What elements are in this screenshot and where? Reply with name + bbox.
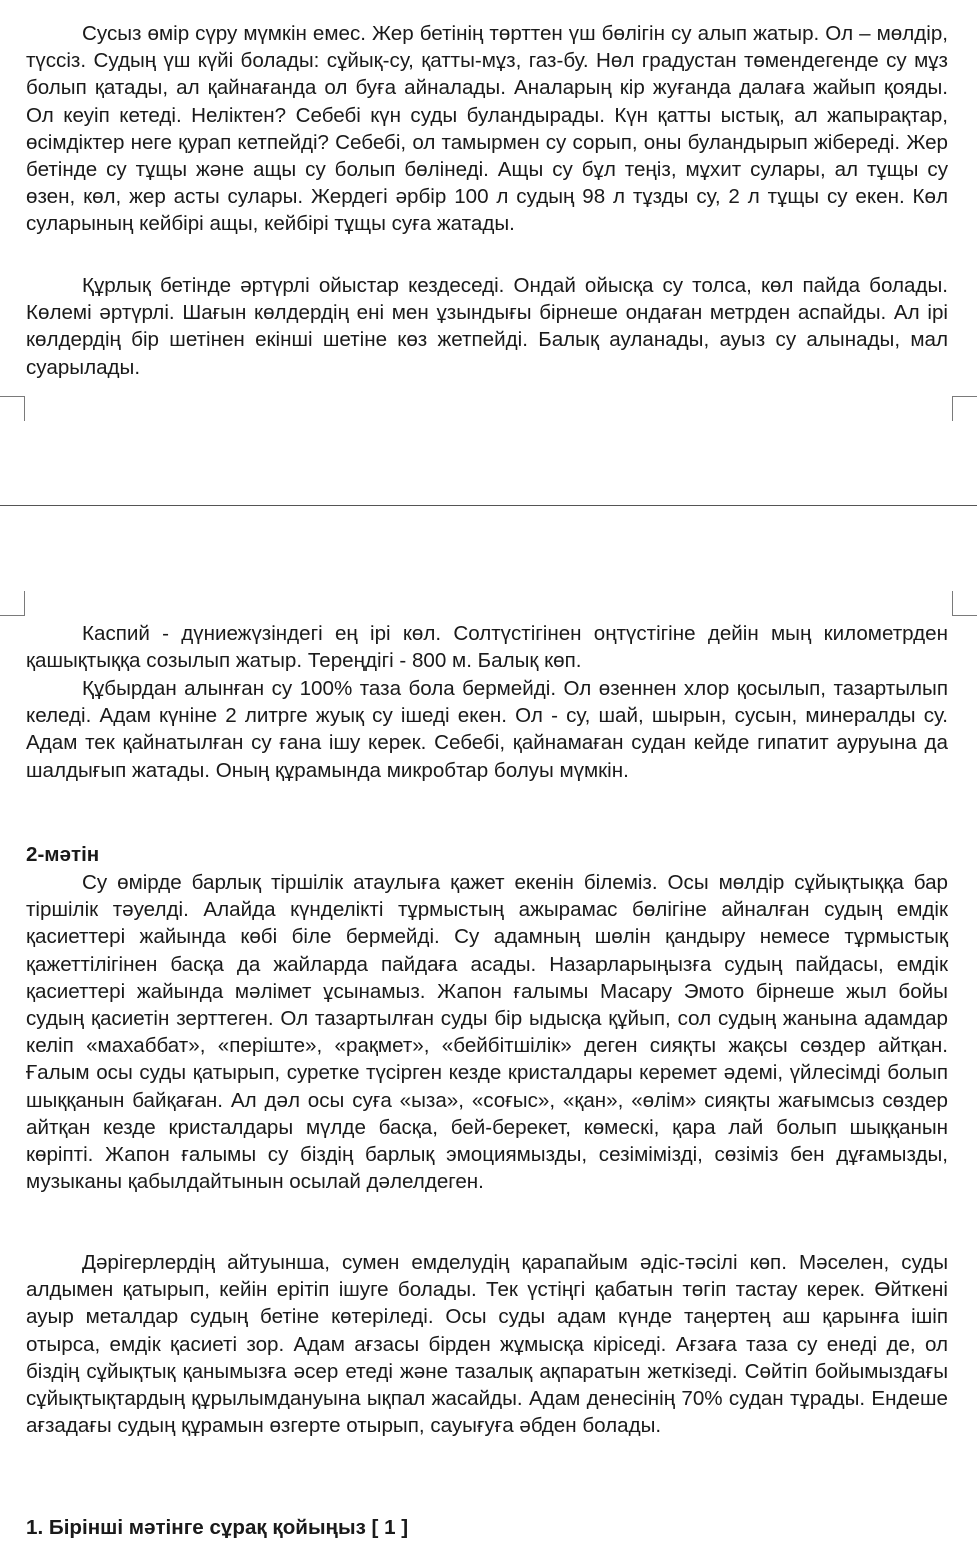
paragraph-emoto: Су өмірде барлық тіршілік атаулыға қажет екенін білеміз. Осы мөлдір сұйықтыққа бар тіршілік тәуелді. Алайда күнделікті тұрмыстың ажырамас бөлігіне айналған судың емдік қасиеттері жайында көбі біле бермейді. Су адамның шөлін қандыру немесе тұрмыстық қажеттілігінен басқа да жайларда пайдаға асады. Назарларыңызға судың пайдасы, емдік қасиеттері жайында мәлімет ұсынамыз. Жапон ғалымы Масару Эмото бірнеше жыл бойы судың қасиетін зерттеген. Ол тазартылған суды бір ыдысқа құйып, сол судың жанына адамдар келіп «махаббат», «періште», «рақмет», «бейбітшілік» деген сияқты жақсы сөздер айтқан. Ғалым осы суды қатырып, суретке түсірген кезде кристалдары керемет әдемі, үйлесімді болып шыққанын байқаған. Ал дәл осы суға «ыза», «соғыс», «қан», «өлім» сияқты жағымсыз сөздер айтқан кезде кристалдары мүлде басқа, бей-берекет, көмескі, қара лай болып шыққанын көріпті. Жапон ғалымы су біздің барлық эмоциямызды, сезімімізді, сөзіміз бен дұғамызды, музыканы қабылдайтынын осылай дәлелдеген. — [26, 871, 948, 1194]
paragraph-tap-water: Құбырдан алынған су 100% таза бола бермейді. Ол өзеннен хлор қосылып, тазартылып келеді. Адам күніне 2 литрге жуық су ішеді екен. Ол - су, шай, шырын, сусын, минералды су. Адам тек қайнатылған су ғана ішу керек. Себебі, қайнамаған судан кейде гипатит ауруына да шалдығып жатады. Оның құрамында микробтар болуы мүмкін. — [26, 677, 948, 782]
page-corner-mark-top-right — [952, 396, 977, 421]
page-corner-mark-bottom-right — [952, 591, 977, 616]
page-break-divider — [0, 505, 977, 506]
paragraph-healing: Дәрігерлердің айтуынша, сумен емделудің қарапайым әдіс-тәсілі көп. Мәселен, суды алдымен қатырып, кейін ерітіп ішуге болады. Тек үстіңгі қабатын төгіп тастау керек. Өйткені ауыр металдар судың бетіне көтеріледі. Осы суды адам күнде таңертең аш қарынға ішіп отырса, емдік қасиеті зор. Адам ағзасы бірден жұмысқа кіріседі. Ағзаға таза су енеді де, ол біздің сұйықтық қанымызға әсер етеді және тазалық ақпаратын жеткізеді. Сөйтіп бойымыздағы сұйықтықтардың құрылымдануына ықпал жасайды. Адам денесінің 70% судан тұрады. Ендеше ағзадағы судың құрамын өзгерте отырып, сауығуға әбден болады. — [26, 1251, 948, 1438]
page-corner-mark-bottom-left — [0, 591, 25, 616]
section-heading-text-2: 2-мәтін — [26, 843, 100, 866]
page-corner-mark-top-left — [0, 396, 25, 421]
paragraph-caspian: Каспий - дүниежүзіндегі ең ірі көл. Солтүстігінен оңтүстігіне дейін мың километрден қашықтыққа созылып жатыр. Тереңдігі - 800 м. Балық көп. — [26, 622, 948, 673]
cut-off-question-line: 1. Бірінші мәтінге сұрақ қойыңыз [ 1 ] — [26, 1516, 409, 1539]
paragraph-water-states: Сусыз өмір сүру мүмкін емес. Жер бетінің төрттен үш бөлігін су алып жатыр. Ол – мөлдір, түссіз. Судың үш күйі болады: сұйық-су, қатты-мұз, газ-бу. Нөл градустан төмендегенде су мұз болып қатады, ал қайнағанда ол буға айналады. Аналарың кір жуғанда далаға жайып қояды. Ол кеуіп кетеді. Неліктен? Себебі күн суды буландырады. Күн қатты ыстық, ал жапырақтар, өсімдіктер неге қурап кетпейді? Себебі, ол тамырмен су сорып, оны буландырып жібереді. Жер бетінде су тұщы және ащы су болып бөлінеді. Ащы су бұл теңіз, мұхит сулары, ал тұщы су өзен, көл, жер асты сулары. Жердегі әрбір 100 л судың 98 л тұзды су, 2 л тұщы су екен. Көл суларының кейбірі ащы, кейбірі тұщы суға жатады. — [26, 22, 948, 236]
paragraph-lakes: Құрлық бетінде әртүрлі ойыстар кездеседі. Ондай ойысқа су толса, көл пайда болады. Көлемі әртүрлі. Шағын көлдердің ені мен ұзындығы бірнеше ондаған метрден аспайды. Ал ірі көлдердің бір шетінен екінші шетіне көз жетпейді. Балық ауланады, ауыз су алынады, мал суарылады. — [26, 274, 948, 379]
